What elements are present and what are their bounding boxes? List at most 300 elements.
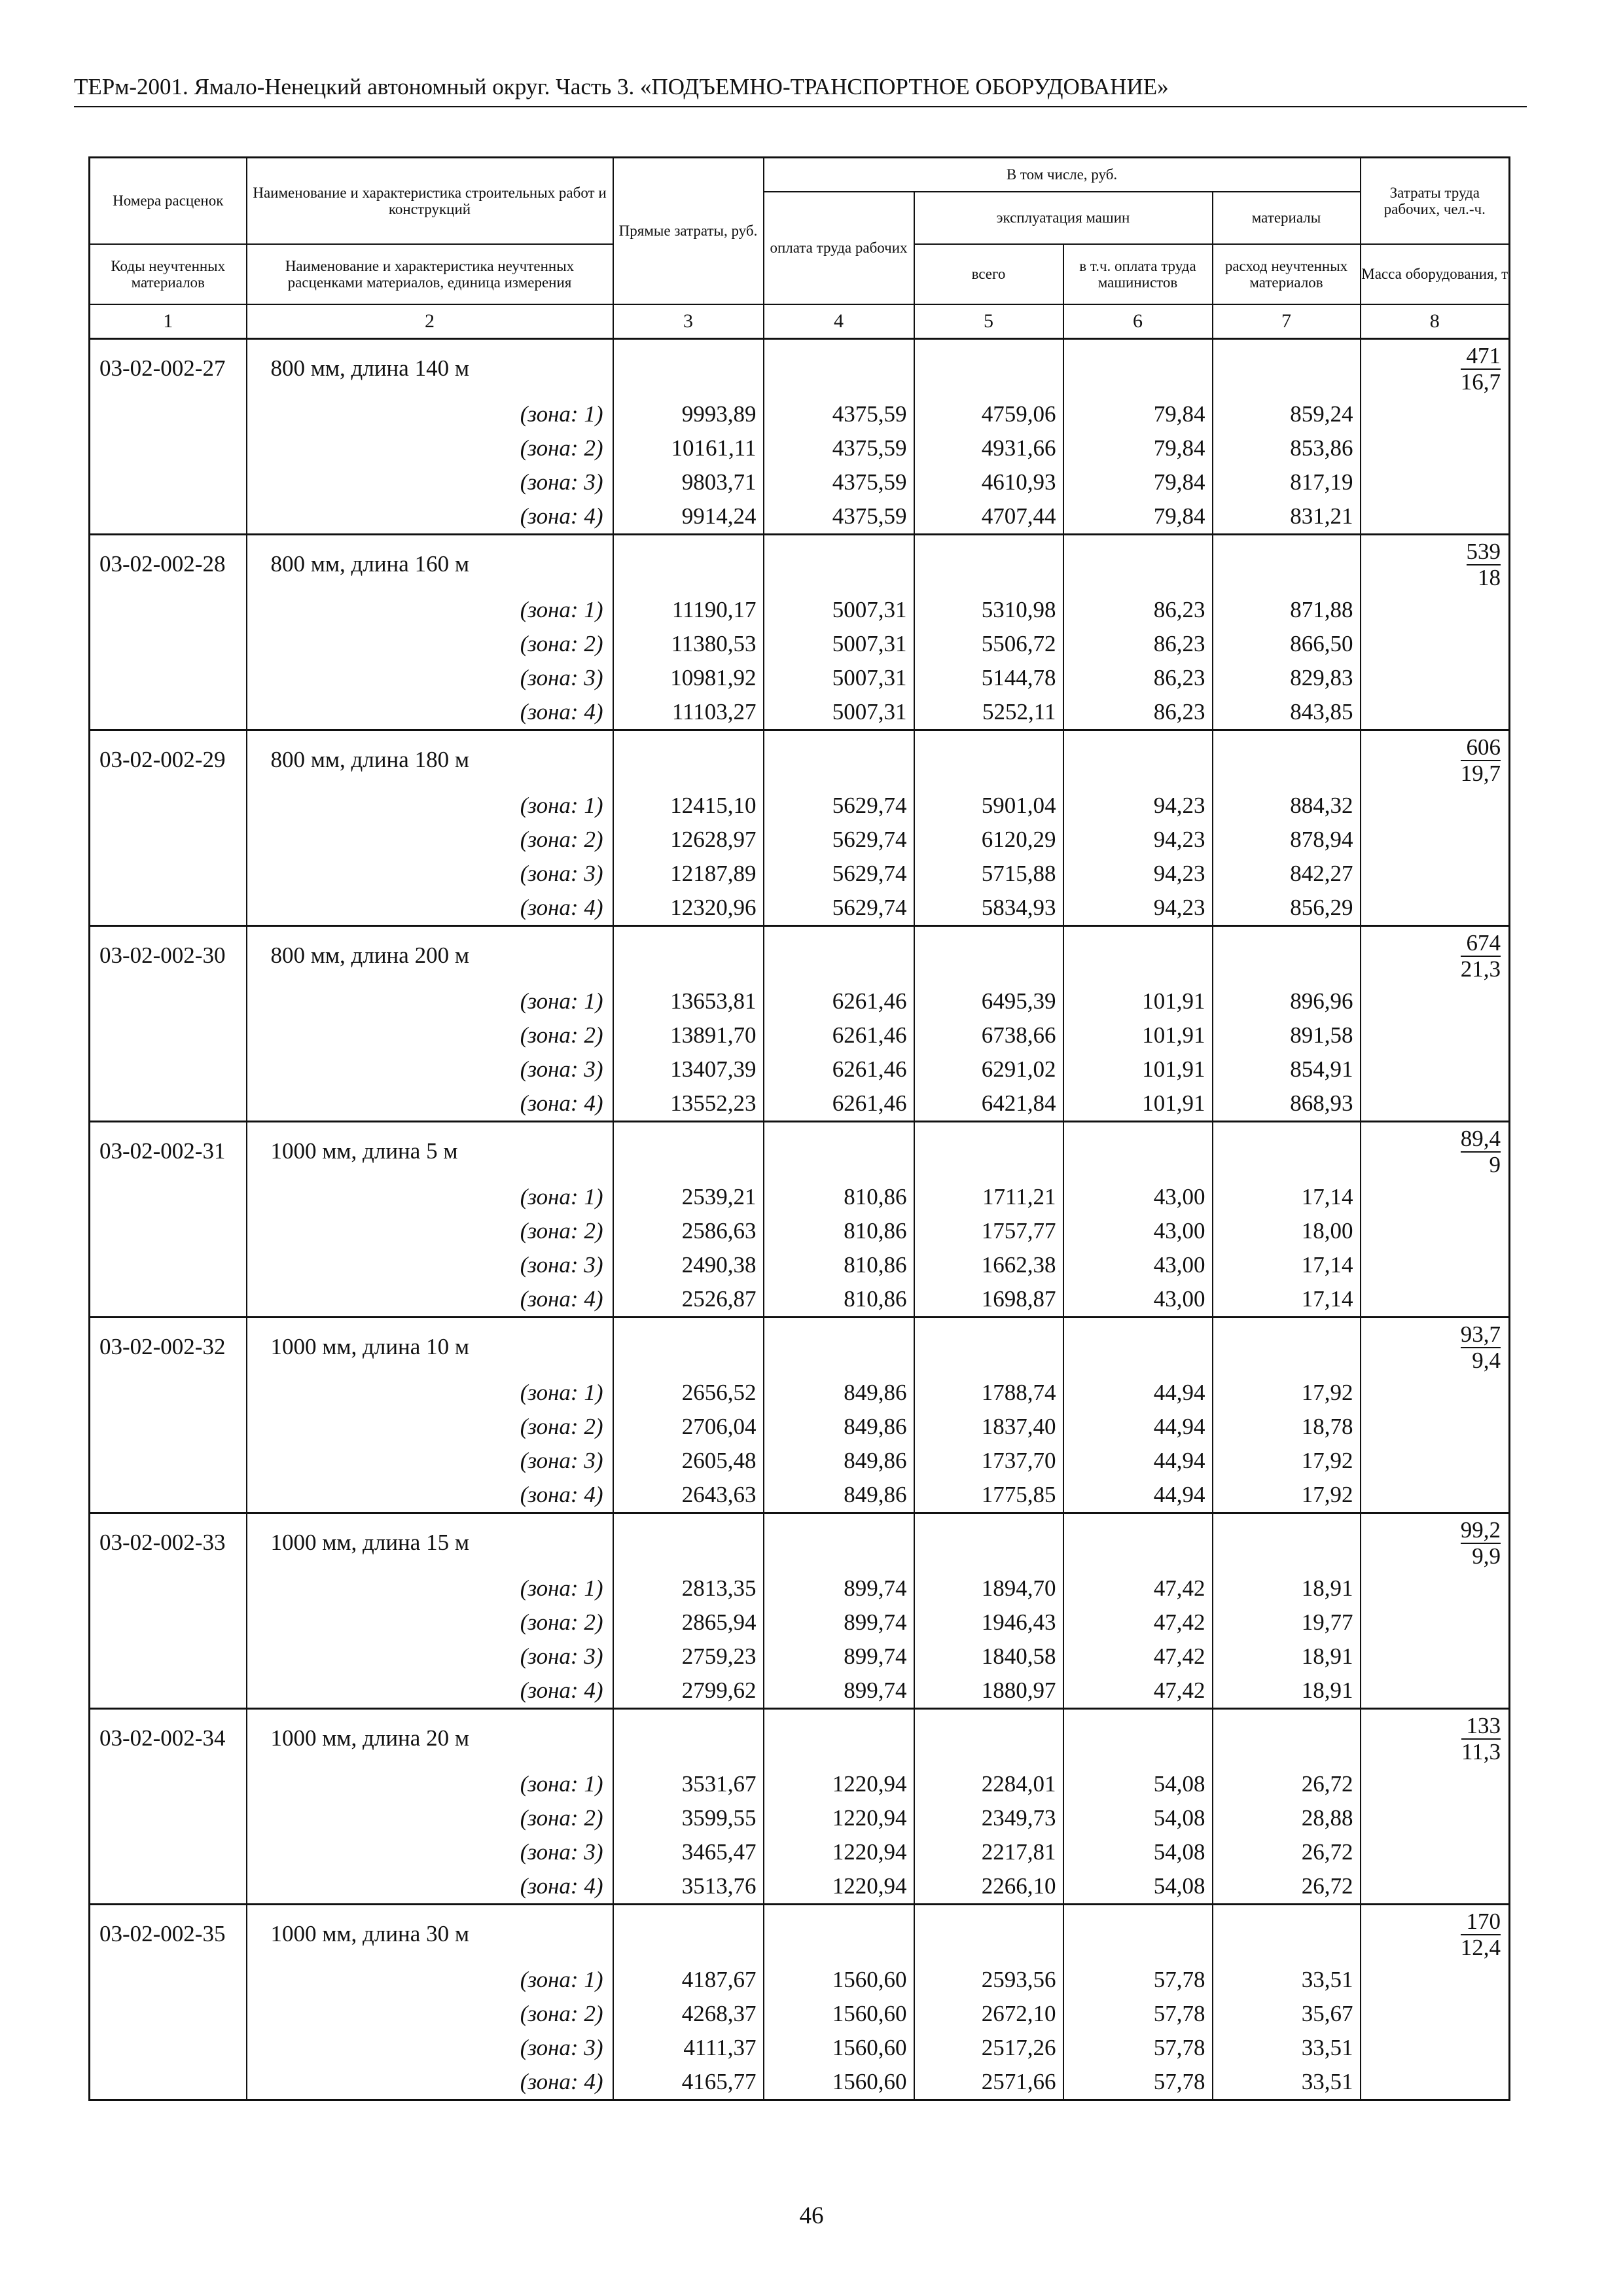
machinists-pay: 86,23	[1063, 661, 1213, 695]
zone-row	[90, 499, 1510, 535]
empty-cell	[90, 984, 247, 1018]
labor-mass-fraction	[1461, 1126, 1501, 1177]
materials-cost: 33,51	[1213, 2065, 1361, 2100]
materials-cost: 896,96	[1213, 984, 1361, 1018]
machinists-pay: 94,23	[1063, 789, 1213, 823]
empty-cell	[764, 1904, 914, 1963]
machinists-pay: 54,08	[1063, 1869, 1213, 1905]
empty-cell	[613, 1513, 764, 1571]
machinists-pay: 43,00	[1063, 1180, 1213, 1214]
column-number: 7	[1213, 304, 1361, 339]
empty-cell	[90, 1997, 247, 2031]
materials-cost: 854,91	[1213, 1052, 1361, 1086]
zone-row	[90, 1282, 1510, 1318]
zone-row	[90, 1248, 1510, 1282]
empty-cell	[613, 1121, 764, 1180]
workers-pay: 899,74	[764, 1605, 914, 1640]
zone-label: (зона: 4)	[247, 891, 613, 926]
materials-cost: 17,92	[1213, 1478, 1361, 1513]
rate-title-row	[90, 1121, 1510, 1180]
zone-row	[90, 1052, 1510, 1086]
equipment-mass-value: 18	[1478, 564, 1501, 590]
header-unaccounted-materials-use: расход неучтенных материалов	[1213, 244, 1361, 304]
zone-label: (зона: 3)	[247, 857, 613, 891]
empty-cell	[90, 1571, 247, 1605]
materials-cost: 18,78	[1213, 1410, 1361, 1444]
zone-row	[90, 1674, 1510, 1709]
workers-pay: 6261,46	[764, 1086, 914, 1122]
zone-row	[90, 1605, 1510, 1640]
empty-cell	[764, 925, 914, 984]
machines-total: 6738,66	[914, 1018, 1063, 1052]
empty-cell	[613, 534, 764, 593]
labor-cost-value: 99,2	[1460, 1516, 1501, 1543]
zone-row	[90, 1801, 1510, 1835]
zone-label: (зона: 1)	[247, 593, 613, 627]
column-number: 6	[1063, 304, 1213, 339]
empty-cell	[90, 1248, 247, 1282]
empty-cell	[1213, 1513, 1361, 1571]
empty-cell	[90, 1444, 247, 1478]
table-body	[90, 338, 1510, 2100]
labor-mass-fraction	[1461, 1518, 1501, 1569]
header-codes-unaccounted: Коды неучтенных материалов	[90, 244, 247, 304]
materials-cost: 18,00	[1213, 1214, 1361, 1248]
rate-name: 1000 мм, длина 10 м	[247, 1317, 613, 1376]
zone-label: (зона: 1)	[247, 984, 613, 1018]
direct-cost: 13653,81	[613, 984, 764, 1018]
empty-cell	[90, 823, 247, 857]
rate-title-row	[90, 730, 1510, 789]
empty-cell	[1213, 1904, 1361, 1963]
materials-cost: 871,88	[1213, 593, 1361, 627]
zone-row	[90, 627, 1510, 661]
zone-label: (зона: 3)	[247, 2031, 613, 2065]
empty-cell	[914, 730, 1063, 789]
machines-total: 5310,98	[914, 593, 1063, 627]
materials-cost: 17,92	[1213, 1444, 1361, 1478]
rate-code: 03-02-002-28	[90, 534, 247, 593]
workers-pay: 6261,46	[764, 984, 914, 1018]
materials-cost: 18,91	[1213, 1571, 1361, 1605]
workers-pay: 5629,74	[764, 823, 914, 857]
empty-cell	[914, 534, 1063, 593]
rate-title-row	[90, 925, 1510, 984]
machinists-pay: 101,91	[1063, 1052, 1213, 1086]
workers-pay: 810,86	[764, 1282, 914, 1318]
zone-row	[90, 1997, 1510, 2031]
zone-row	[90, 1767, 1510, 1801]
zone-row	[90, 857, 1510, 891]
materials-cost: 856,29	[1213, 891, 1361, 926]
empty-cell	[1063, 1708, 1213, 1767]
header-incl-machinist-pay: в т.ч. оплата труда машинистов	[1063, 244, 1213, 304]
machines-total: 2284,01	[914, 1767, 1063, 1801]
machines-total: 1698,87	[914, 1282, 1063, 1318]
empty-cell	[90, 2031, 247, 2065]
empty-cell	[90, 1835, 247, 1869]
empty-cell	[90, 397, 247, 431]
empty-cell	[90, 695, 247, 730]
machinists-pay: 47,42	[1063, 1674, 1213, 1709]
machinists-pay: 86,23	[1063, 627, 1213, 661]
rate-title-row	[90, 338, 1510, 397]
empty-cell	[90, 499, 247, 535]
zone-row	[90, 1018, 1510, 1052]
direct-cost: 11380,53	[613, 627, 764, 661]
direct-cost: 4187,67	[613, 1963, 764, 1997]
column-number: 2	[247, 304, 613, 339]
zone-label: (зона: 4)	[247, 695, 613, 730]
machines-total: 1757,77	[914, 1214, 1063, 1248]
workers-pay: 899,74	[764, 1571, 914, 1605]
empty-cell	[90, 627, 247, 661]
workers-pay: 5007,31	[764, 593, 914, 627]
direct-cost: 3513,76	[613, 1869, 764, 1905]
machines-total: 1880,97	[914, 1674, 1063, 1709]
empty-cell	[90, 1180, 247, 1214]
labor-cost-value: 539	[1466, 538, 1501, 564]
zone-label: (зона: 2)	[247, 1410, 613, 1444]
workers-pay: 5007,31	[764, 695, 914, 730]
workers-pay: 5629,74	[764, 891, 914, 926]
labor-mass-cell	[1361, 925, 1510, 1121]
machinists-pay: 47,42	[1063, 1640, 1213, 1674]
machinists-pay: 44,94	[1063, 1444, 1213, 1478]
rate-title-row	[90, 1904, 1510, 1963]
zone-label: (зона: 1)	[247, 1376, 613, 1410]
zone-row	[90, 1835, 1510, 1869]
empty-cell	[90, 1767, 247, 1801]
empty-cell	[1063, 1121, 1213, 1180]
machines-total: 1737,70	[914, 1444, 1063, 1478]
rates-table	[88, 156, 1510, 2101]
empty-cell	[1063, 534, 1213, 593]
machinists-pay: 101,91	[1063, 984, 1213, 1018]
zone-label: (зона: 3)	[247, 465, 613, 499]
empty-cell	[764, 1317, 914, 1376]
rate-code: 03-02-002-27	[90, 338, 247, 397]
machinists-pay: 79,84	[1063, 499, 1213, 535]
direct-cost: 2759,23	[613, 1640, 764, 1674]
labor-mass-cell	[1361, 1121, 1510, 1317]
workers-pay: 4375,59	[764, 397, 914, 431]
machinists-pay: 44,94	[1063, 1376, 1213, 1410]
machines-total: 5834,93	[914, 891, 1063, 926]
rate-name: 800 мм, длина 200 м	[247, 925, 613, 984]
empty-cell	[764, 1513, 914, 1571]
empty-cell	[764, 338, 914, 397]
direct-cost: 2799,62	[613, 1674, 764, 1709]
direct-cost: 2865,94	[613, 1605, 764, 1640]
empty-cell	[914, 338, 1063, 397]
materials-cost: 831,21	[1213, 499, 1361, 535]
zone-label: (зона: 4)	[247, 1282, 613, 1318]
zone-row	[90, 1963, 1510, 1997]
labor-mass-cell	[1361, 1904, 1510, 2100]
machinists-pay: 47,42	[1063, 1571, 1213, 1605]
materials-cost: 878,94	[1213, 823, 1361, 857]
materials-cost: 843,85	[1213, 695, 1361, 730]
machines-total: 2517,26	[914, 2031, 1063, 2065]
machines-total: 6291,02	[914, 1052, 1063, 1086]
direct-cost: 2706,04	[613, 1410, 764, 1444]
equipment-mass-value: 16,7	[1460, 368, 1501, 395]
materials-cost: 26,72	[1213, 1869, 1361, 1905]
column-number: 4	[764, 304, 914, 339]
zone-row	[90, 984, 1510, 1018]
empty-cell	[90, 1410, 247, 1444]
header-rate-numbers: Номера расценок	[90, 158, 247, 244]
materials-cost: 842,27	[1213, 857, 1361, 891]
zone-row	[90, 661, 1510, 695]
materials-cost: 866,50	[1213, 627, 1361, 661]
machines-total: 1946,43	[914, 1605, 1063, 1640]
machines-total: 4759,06	[914, 397, 1063, 431]
zone-label: (зона: 2)	[247, 627, 613, 661]
workers-pay: 899,74	[764, 1640, 914, 1674]
materials-cost: 17,14	[1213, 1180, 1361, 1214]
machines-total: 1840,58	[914, 1640, 1063, 1674]
empty-cell	[90, 1214, 247, 1248]
empty-cell	[613, 338, 764, 397]
materials-cost: 853,86	[1213, 431, 1361, 465]
empty-cell	[1213, 1317, 1361, 1376]
workers-pay: 5629,74	[764, 789, 914, 823]
machines-total: 5144,78	[914, 661, 1063, 695]
equipment-mass-value: 9,9	[1472, 1543, 1501, 1569]
direct-cost: 2605,48	[613, 1444, 764, 1478]
machines-total: 2571,66	[914, 2065, 1063, 2100]
machines-total: 2593,56	[914, 1963, 1063, 1997]
header-machine-operation: эксплуатация машин	[914, 192, 1213, 244]
empty-cell	[1213, 338, 1361, 397]
machines-total: 5715,88	[914, 857, 1063, 891]
machines-total: 2349,73	[914, 1801, 1063, 1835]
machinists-pay: 43,00	[1063, 1282, 1213, 1318]
machinists-pay: 54,08	[1063, 1767, 1213, 1801]
zone-label: (зона: 2)	[247, 431, 613, 465]
empty-cell	[1063, 925, 1213, 984]
zone-label: (зона: 3)	[247, 1640, 613, 1674]
rate-title-row	[90, 534, 1510, 593]
empty-cell	[90, 1640, 247, 1674]
zone-label: (зона: 4)	[247, 2065, 613, 2100]
rate-name: 1000 мм, длина 15 м	[247, 1513, 613, 1571]
page-header: ТЕРм-2001. Ямало-Ненецкий автономный округ. Часть 3. «ПОДЪЕМНО-ТРАНСПОРТНОЕ ОБОРУДОВАНИЕ»	[74, 74, 1169, 99]
empty-cell	[764, 1708, 914, 1767]
direct-cost: 12320,96	[613, 891, 764, 926]
rate-code: 03-02-002-31	[90, 1121, 247, 1180]
zone-label: (зона: 4)	[247, 1869, 613, 1905]
empty-cell	[1213, 730, 1361, 789]
machinists-pay: 79,84	[1063, 397, 1213, 431]
empty-cell	[764, 730, 914, 789]
rate-code: 03-02-002-32	[90, 1317, 247, 1376]
empty-cell	[764, 1121, 914, 1180]
rate-title-row	[90, 1513, 1510, 1571]
machinists-pay: 94,23	[1063, 891, 1213, 926]
direct-cost: 3465,47	[613, 1835, 764, 1869]
machines-total: 1837,40	[914, 1410, 1063, 1444]
empty-cell	[764, 534, 914, 593]
machinists-pay: 86,23	[1063, 593, 1213, 627]
equipment-mass-value: 19,7	[1460, 760, 1501, 786]
direct-cost: 13891,70	[613, 1018, 764, 1052]
zone-label: (зона: 4)	[247, 1086, 613, 1122]
machines-total: 1788,74	[914, 1376, 1063, 1410]
empty-cell	[914, 925, 1063, 984]
materials-cost: 859,24	[1213, 397, 1361, 431]
zone-row	[90, 1410, 1510, 1444]
zone-label: (зона: 3)	[247, 1444, 613, 1478]
empty-cell	[90, 1674, 247, 1709]
zone-row	[90, 593, 1510, 627]
direct-cost: 2643,63	[613, 1478, 764, 1513]
materials-cost: 868,93	[1213, 1086, 1361, 1122]
machines-total: 1711,21	[914, 1180, 1063, 1214]
labor-cost-value: 170	[1461, 1909, 1501, 1935]
materials-cost: 33,51	[1213, 2031, 1361, 2065]
machines-total: 6495,39	[914, 984, 1063, 1018]
materials-cost: 19,77	[1213, 1605, 1361, 1640]
column-number: 1	[90, 304, 247, 339]
header-materials: материалы	[1213, 192, 1361, 244]
zone-label: (зона: 1)	[247, 1767, 613, 1801]
empty-cell	[90, 1018, 247, 1052]
column-numbers-row	[90, 304, 1510, 339]
machinists-pay: 101,91	[1063, 1086, 1213, 1122]
zone-label: (зона: 4)	[247, 1478, 613, 1513]
zone-row	[90, 891, 1510, 926]
zone-label: (зона: 3)	[247, 1248, 613, 1282]
empty-cell	[90, 891, 247, 926]
machinists-pay: 57,78	[1063, 1997, 1213, 2031]
empty-cell	[613, 730, 764, 789]
labor-mass-fraction	[1461, 735, 1501, 786]
machinists-pay: 86,23	[1063, 695, 1213, 730]
direct-cost: 13552,23	[613, 1086, 764, 1122]
materials-cost: 33,51	[1213, 1963, 1361, 1997]
labor-mass-cell	[1361, 1708, 1510, 1904]
header-total: всего	[914, 244, 1063, 304]
machinists-pay: 94,23	[1063, 857, 1213, 891]
empty-cell	[1063, 1317, 1213, 1376]
empty-cell	[914, 1513, 1063, 1571]
labor-mass-fraction	[1467, 539, 1501, 590]
workers-pay: 849,86	[764, 1444, 914, 1478]
zone-label: (зона: 1)	[247, 789, 613, 823]
empty-cell	[90, 431, 247, 465]
materials-cost: 17,92	[1213, 1376, 1361, 1410]
direct-cost: 13407,39	[613, 1052, 764, 1086]
empty-cell	[90, 1376, 247, 1410]
labor-mass-cell	[1361, 1513, 1510, 1708]
empty-cell	[914, 1904, 1063, 1963]
labor-mass-cell	[1361, 730, 1510, 925]
direct-cost: 11190,17	[613, 593, 764, 627]
header-direct-costs: Прямые затраты, руб.	[613, 158, 764, 304]
empty-cell	[613, 1317, 764, 1376]
materials-cost: 829,83	[1213, 661, 1361, 695]
machinists-pay: 47,42	[1063, 1605, 1213, 1640]
machinists-pay: 79,84	[1063, 431, 1213, 465]
header-equipment-mass: Масса оборудования, т	[1361, 244, 1510, 304]
zone-row	[90, 431, 1510, 465]
zone-row	[90, 1571, 1510, 1605]
empty-cell	[1213, 534, 1361, 593]
empty-cell	[1213, 1708, 1361, 1767]
materials-cost: 884,32	[1213, 789, 1361, 823]
machines-total: 5901,04	[914, 789, 1063, 823]
machinists-pay: 54,08	[1063, 1835, 1213, 1869]
machines-total: 1662,38	[914, 1248, 1063, 1282]
workers-pay: 5007,31	[764, 661, 914, 695]
equipment-mass-value: 9,4	[1472, 1347, 1501, 1373]
zone-label: (зона: 1)	[247, 1180, 613, 1214]
labor-cost-value: 89,4	[1460, 1125, 1501, 1151]
workers-pay: 849,86	[764, 1376, 914, 1410]
direct-cost: 9914,24	[613, 499, 764, 535]
workers-pay: 1220,94	[764, 1767, 914, 1801]
header-divider	[74, 106, 1527, 107]
rate-name: 1000 мм, длина 20 м	[247, 1708, 613, 1767]
machinists-pay: 57,78	[1063, 2031, 1213, 2065]
workers-pay: 6261,46	[764, 1018, 914, 1052]
empty-cell	[90, 1282, 247, 1318]
empty-cell	[613, 925, 764, 984]
direct-cost: 4111,37	[613, 2031, 764, 2065]
column-number: 3	[613, 304, 764, 339]
workers-pay: 899,74	[764, 1674, 914, 1709]
machines-total: 2217,81	[914, 1835, 1063, 1869]
machines-total: 5506,72	[914, 627, 1063, 661]
labor-mass-cell	[1361, 1317, 1510, 1513]
labor-mass-cell	[1361, 534, 1510, 730]
direct-cost: 2490,38	[613, 1248, 764, 1282]
machines-total: 4931,66	[914, 431, 1063, 465]
equipment-mass-value: 21,3	[1460, 956, 1501, 982]
labor-mass-fraction	[1461, 1909, 1501, 1960]
header-work-name: Наименование и характеристика строительных работ и конструкций	[247, 158, 613, 244]
materials-cost: 35,67	[1213, 1997, 1361, 2031]
zone-label: (зона: 4)	[247, 499, 613, 535]
materials-cost: 28,88	[1213, 1801, 1361, 1835]
zone-label: (зона: 1)	[247, 1571, 613, 1605]
empty-cell	[90, 593, 247, 627]
rate-name: 1000 мм, длина 30 м	[247, 1904, 613, 1963]
empty-cell	[90, 1052, 247, 1086]
rate-code: 03-02-002-33	[90, 1513, 247, 1571]
machines-total: 5252,11	[914, 695, 1063, 730]
zone-row	[90, 1180, 1510, 1214]
rate-title-row	[90, 1317, 1510, 1376]
machinists-pay: 101,91	[1063, 1018, 1213, 1052]
empty-cell	[90, 789, 247, 823]
zone-label: (зона: 3)	[247, 661, 613, 695]
materials-cost: 26,72	[1213, 1767, 1361, 1801]
empty-cell	[914, 1317, 1063, 1376]
rate-title-row	[90, 1708, 1510, 1767]
empty-cell	[90, 2065, 247, 2100]
rate-name: 800 мм, длина 140 м	[247, 338, 613, 397]
workers-pay: 1220,94	[764, 1869, 914, 1905]
direct-cost: 9803,71	[613, 465, 764, 499]
labor-cost-value: 133	[1461, 1713, 1501, 1740]
machinists-pay: 54,08	[1063, 1801, 1213, 1835]
rate-name: 1000 мм, длина 5 м	[247, 1121, 613, 1180]
zone-row	[90, 1444, 1510, 1478]
